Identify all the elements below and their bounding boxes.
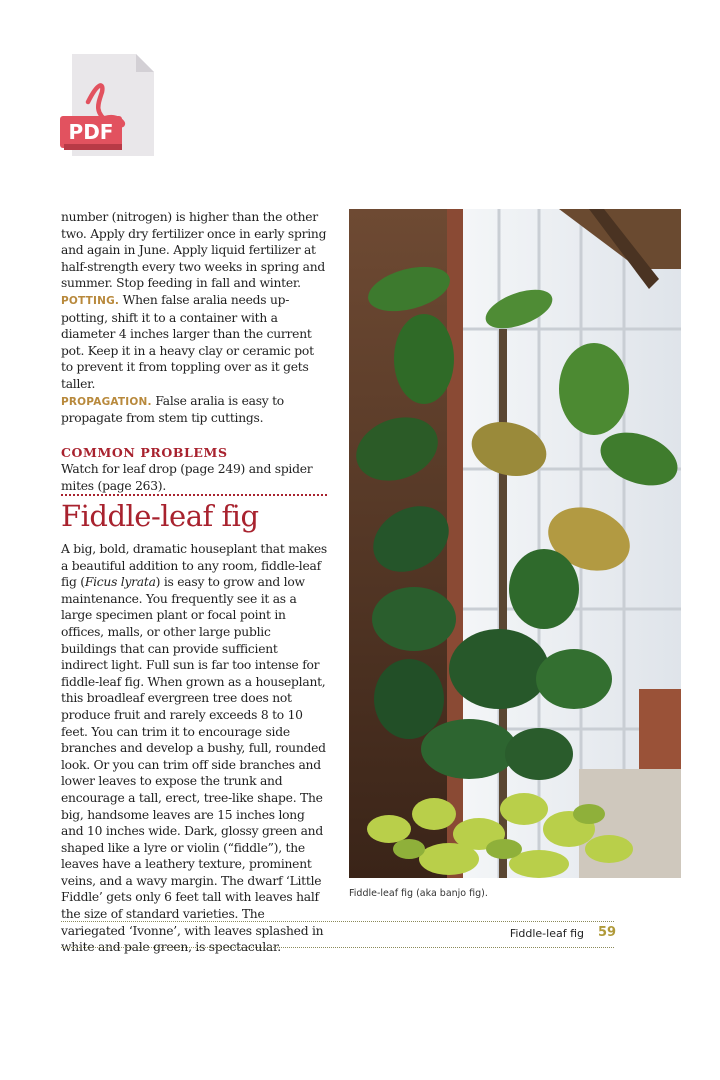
pdf-file-icon bbox=[58, 52, 158, 160]
common-problems-heading: COMMON PROBLEMS bbox=[61, 444, 228, 460]
section-body bbox=[61, 541, 327, 956]
footer-rule-top bbox=[61, 921, 614, 922]
latin-name: Ficus lyrata bbox=[84, 575, 156, 590]
body-text-part2: ) is easy to grow and low maintenance. You frequently see it as a large specimen plant or focal point in offices, malls, or other large public buildings that can provide sufficient indirect light. Full sun is far too intense for fiddle-leaf fig. When grown as a houseplant, this broadleaf evergreen tree does not produce fruit and rarely exceeds 8 to 10 feet. You can trim it to encourage side branches and develop a bushy, full, rounded look. Or you can trim off side branches and lower leaves to expose the trunk and encourage a tall, erect, tree-like shape. The big, handsome leaves are 15 inches long and 10 inches wide. Dark, glossy green and shaped like a lyre or violin (“fiddle”), the leaves have a leathery texture, prominent veins, and a wavy margin. The dwarf ‘Little Fiddle’ gets only 6 feet tall with leaves half the size of standard varieties. The variegated ‘Ivonne’, with leaves splashed in white and pale green, is spectacular. bbox=[61, 575, 326, 955]
paragraph-fertilizer: number (nitrogen) is higher than the other two. Apply dry fertilizer once in early spring and again in June. Apply liquid fertilizer at half-strength every two weeks in spring and summer. Stop feeding in fall and winter. bbox=[61, 210, 327, 291]
page-number: 59 bbox=[598, 925, 617, 940]
footer-running-head: Fiddle-leaf fig bbox=[509, 927, 584, 940]
photo-caption: Fiddle-leaf fig (aka banjo fig). bbox=[349, 888, 488, 899]
footer-rule-bottom bbox=[61, 947, 614, 948]
paragraph-potting bbox=[61, 292, 327, 393]
potting-text: When false aralia needs up-potting, shift it to a container with a diameter 4 inches larger than the current pot. Keep it in a heavy clay or ceramic pot to prevent it from toppling over as it gets taller. bbox=[61, 292, 314, 391]
potting-run-head: POTTING. bbox=[61, 294, 120, 307]
propagation-run-head: PROPAGATION. bbox=[61, 395, 152, 408]
pdf-badge-label: PDF bbox=[68, 120, 114, 144]
left-column bbox=[61, 209, 327, 495]
body-text-part1: A big, bold, dramatic houseplant that makes a beautiful addition to any room, fiddle-leaf fig ( bbox=[61, 542, 327, 590]
section-title: Fiddle-leaf fig bbox=[61, 499, 259, 533]
fiddle-leaf-fig-photo bbox=[349, 209, 681, 878]
paragraph-propagation bbox=[61, 393, 327, 427]
paragraph-problems: Watch for leaf drop (page 249) and spider mites (page 263). bbox=[61, 462, 313, 493]
propagation-text: False aralia is easy to propagate from stem tip cuttings. bbox=[61, 393, 284, 426]
